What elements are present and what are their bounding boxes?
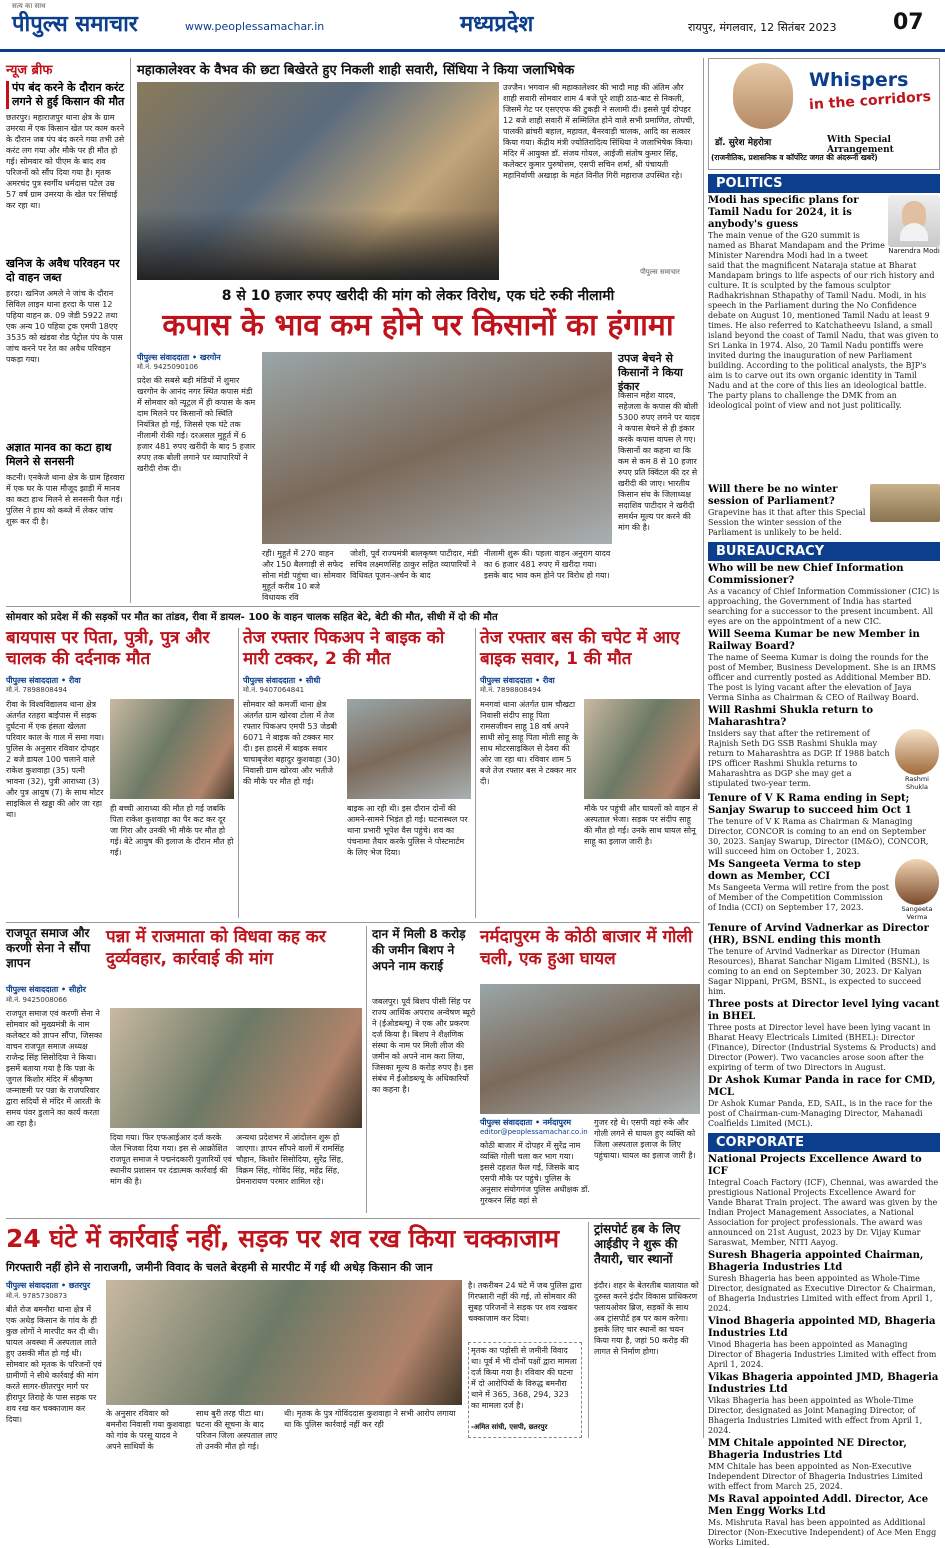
column-divider (366, 926, 367, 1213)
accident-photo (110, 699, 234, 799)
whisper-headline[interactable]: Ms Raval appointed Addl. Director, Ace Men Engg Works Ltd (708, 1494, 929, 1517)
bottom-mobile: मो.नं. 9785730873 (6, 1292, 68, 1300)
brief-headline[interactable]: पंप बंद करने के दौरान करंट लगने से हुई किसान की मौत (6, 81, 126, 109)
accident-photo (584, 699, 700, 799)
accident-body-2: मौके पर पहुंची और घायलों को वाहन से अस्पताल भेजा। सड़क पर संदीप साहू की मौत हो गई। उनके साथ घायल सोनू साहू का इलाज जारी है। (584, 804, 698, 846)
parliament-photo (870, 484, 940, 522)
karni-sena-body: राजपूत समाज एवं करणी सेना ने सोमवार को मुख्यमंत्री के नाम कलेक्टर को ज्ञापन सौंपा, जिसका वाचन राजपूत समाज अध्यक्ष राजेन्द्र सिंह सिसोदिया ने किया। इसमें बताया गया है कि पन्ना के जुगल किशोर मंदिर में श्रीकृष्ण जन्माष्टमी पर पन्ना के राजपरिवार द्वारा सदियों से मंदिर में आरती के समय पंवर डुलाने का कार्य करता आ रहा है। (6, 1009, 103, 1128)
brief-headline[interactable]: खनिज के अवैध परिवहन पर दो वाहन जब्त (6, 257, 120, 284)
whisper-headline[interactable]: Tenure of Arvind Vadnerkar as Director (HR), BSNL ending this month (708, 923, 929, 946)
sangeeta-portrait (895, 859, 939, 905)
cotton-mandi-photo (262, 352, 612, 544)
whisper-headline[interactable]: Will Seema Kumar be new Member in Railway Board? (708, 629, 920, 652)
accident-mobile: मो.नं. 9407064841 (243, 686, 305, 694)
logo-tagline: सत्य का साथ (12, 2, 46, 10)
lead-body-col1: प्रदेश की सबसे बड़ी मंडियों में शुमार खरगोन के आनंद नगर स्थित कपास मंडी में सोमवार को न्यूट्रल में ही कपास के कम दाम मिलने पर किसानों को स्थिति नियंत्रित हो गई, जिससे एक घंटे तक नीलामी रोकी गई। दरअसल मुहूर्त में 6 हजार 481 रुपए खरीदी के बाद 5 हजार रुपए तक बोली लगाने पर व्यापारियों ने खरीदी रोक दी। (137, 376, 256, 473)
accident-story (6, 628, 234, 918)
whisper-body: The tenure of V K Rama as Chairman & Managing Director, CONCOR is coming to an end on September 30, 2023. Sanjay Swarup, Director (IM&O), CONCOR, will succeed him on October 1, 2023. (708, 817, 929, 856)
whisper-body: Vikas Bhageria has been appointed as Whole-Time Director, designated as Joint Managing Director, of Bhageria Industries Limited with effect from April 1, 2024. (708, 1396, 923, 1435)
whisper-headline[interactable]: Who will be new Chief Information Commissioner? (708, 563, 904, 586)
whisper-headline[interactable]: Three posts at Director level lying vacant in BHEL (708, 999, 940, 1022)
whisper-headline[interactable]: Modi has specific plans for Tamil Nadu for 2024, it is anybody's guess (708, 195, 859, 230)
edition-title: मध्यप्रदेश (460, 12, 534, 37)
column-divider (588, 1222, 589, 1438)
brief-body: छतरपुर। महाराजपुर थाना क्षेत्र के ग्राम उमरया में एक किसान खेत पर काम करने के दौरान जब पंप बंद करने गया तभी उसे करंट लग गया और मौके पर ही मौत हो गई। सोमवार को पीएम के बाद शव परिजनों को सौंप दिया गया है। मृतक अमरचंद पुत्र स्वर्गीय धर्मदास पटेल उम्र 57 वर्ष ग्राम उमरया के खेत पर सिंचाई कर रहा था। (6, 113, 125, 210)
whisper-body: Grapevine has it that after this Special Session the winter session of the Parliament is unlikely to be held. (708, 508, 866, 537)
accident-body-2: बाइक आ रही थी। इस दौरान दोनों की आमने-सामने भिड़ंत हो गई। घटनास्थल पर थाना प्रभारी भूपेश वैस पहुंचे। शव का पंचनामा तैयार करके पुलिस ने पोस्टमार्टम के लिए भेज दिया। (347, 804, 468, 857)
column-divider (238, 628, 239, 918)
top-story-headline[interactable]: महाकालेश्वर के वैभव की छटा बिखेरते हुए निकली शाही सवारी, सिंधिया ने किया जलाभिषेक (137, 63, 575, 78)
whisper-body: The tenure of Arvind Vadnerkar as Director (Human Resources), Bharat Sanchar Nigam Limited (BSNL), is coming to an end on September 30, 2023. Dr Kalyan Sagar Nippani, PrGM, BSNL, is expected to succeed him. (708, 947, 930, 996)
author-name: डॉ. सुरेश मेहरोत्रा (715, 138, 772, 148)
accident-body-2: ही बच्ची आराध्या की मौत हो गई जबकि पिता राकेश कुशवाहा का पैर कट कर दूर जा गिरा और उनकी भी मौके पर मौत हो गई। बेटे आयुष की इलाज के दौरान मौत हो गई। (110, 804, 234, 857)
whisper-body: The name of Seema Kumar is doing the rounds for the post of Member, Business Development. She is an IRMS officer and currently posted as Additional Member BD. The post is lying vacant after the elevation of Jaya Verma Sinha as Chairman & CEO of Railway Board. (708, 653, 936, 702)
bottom-byline: पीपुल्स संवाददाता • छतरपुर (6, 1281, 91, 1290)
accident-byline: पीपुल्स संवाददाता • रीवा (6, 676, 81, 685)
lead-side-title[interactable]: उपज बेचने से किसानों ने किया इंकार (618, 352, 683, 393)
lead-body-col4: नीलामी शुरू की। पहला वाहन अनुराग यादव का 6 हजार 481 रुपए में खरीदा गया। इसके बाद भाव कम होने पर विरोध हो गया। (484, 549, 611, 580)
bishop-headline[interactable]: दान में मिली 8 करोड़ की जमीन बिशप ने अपने नाम कराई (372, 927, 466, 973)
lead-byline: पीपुल्स संवाददाता • खरगोन (137, 353, 221, 362)
newspaper-logo[interactable]: पीपुल्स समाचार (12, 12, 138, 37)
accident-story (480, 628, 700, 918)
section-corporate: CORPORATE (708, 1133, 940, 1152)
modi-portrait (888, 195, 940, 247)
whisper-body: Three posts at Director level have been lying vacant in Bharat Heavy Electricals Limited (BHEL): Director (Finance), Director (Industrial Systems & Products) and Director (Power). Two vacancies arose soon after the expiring of term of two Directors in August. (708, 1023, 937, 1072)
whisper-body: Ms. Mishruta Raval has been appointed as Additional Director (Non-Executive Independent) of Ace Men Engg Works Limited. (708, 1518, 937, 1547)
lead-body-col3: जोशी, पूर्व राज्यमंत्री बालकृष्ण पाटीदार, मंडी सचिव लक्ष्मणसिंह ठाकुर सहित व्यापारियों ने विधिवत पूजन-अर्चन के बाद (350, 549, 479, 580)
whisper-headline[interactable]: Vikas Bhageria appointed JMD, Bhageria Industries Ltd (708, 1372, 939, 1395)
site-url[interactable]: www.peoplessamachar.in (185, 20, 325, 33)
news-brief-label: न्यूज ब्रीफ (6, 63, 53, 78)
narmadapuram-body-2: गुजर रहे थे। एसपी वहां रुके और गोली लगने से घायल हुए व्यक्ति को जिला अस्पताल इलाज के लिए पहुंचाया। घायल का इलाज जारी है। (594, 1118, 696, 1160)
sangeeta-caption: Sangeeta Verma (901, 905, 933, 921)
whispers-logo: Whispers (809, 69, 909, 91)
accident-story (243, 628, 471, 918)
whispers-column (708, 174, 940, 1547)
rashmi-caption: Rashmi Shukla (904, 775, 929, 791)
bottom-col2: के अनुसार रविवार को बमनौरा निवासी गया कुशवाहा को गांव के परसू यादव ने अपने साथियों के (106, 1409, 191, 1451)
whisper-body: Vinod Bhageria has been appointed as Managing Director of Bhageria Industries Limited with effect from April 1, 2024. (708, 1340, 937, 1369)
lead-mobile: मो.नं. 9425090106 (137, 363, 199, 371)
panna-body-2: अन्यथा प्रदेशभर में आंदोलन शुरू हो जाएगा। ज्ञापन सौंपने वालों में रामसिंह चौहान, किशोर सिसोदिया, सुरेंद्र सिंह, विक्रम सिंह, गोविंद सिंह, महेंद्र सिंह, प्रेमनारायण परमार शामिल रहे। (236, 1133, 345, 1186)
transport-hub-body: इंदौर। शहर के बेतरतीब यातायात को दुरुस्त करने इंदौर विकास प्राधिकरण फ्लायओवर ब्रिज, सड़कों के साथ अब ट्रांसपोर्ट हब पर काम करेगा। इसके लिए चार स्थानों का चयन किया गया है, जहां 50 करोड़ की लागत से निर्माण होगा। (594, 1281, 699, 1356)
bishop-body: जबलपुर। पूर्व बिशप पीसी सिंह पर राज्य आर्थिक अपराध अन्वेषण ब्यूरो ने (ईओडब्ल्यू) ने एक और प्रकरण दर्ज किया है। बिशप ने शैक्षणिक संस्था के नाम पर मिली लीज की जमीन को अपने नाम करा लिया, जिसका मूल्य 8 करोड़ रुपए है। इस संबंध में ईओडब्ल्यू के अधिकारियों का कहना है। (372, 997, 476, 1094)
whisper-headline[interactable]: Suresh Bhageria appointed Chairman, Bhageria Industries Ltd (708, 1250, 924, 1273)
whisper-headline[interactable]: Dr Ashok Kumar Panda in race for CMD, MCL (708, 1075, 936, 1098)
transport-hub-headline[interactable]: ट्रांसपोर्ट हब के लिए आईडीए ने शुरू की तैयारी, चार स्थानों (594, 1222, 681, 1266)
modi-caption: Narendra Modi (888, 247, 940, 255)
lead-headline[interactable]: कपास के भाव कम होने पर किसानों का हंगामा (162, 308, 674, 343)
whisper-headline[interactable]: Ms Sangeeta Verma to step down as Member, CCI (708, 859, 861, 882)
karni-sena-byline: पीपुल्स संवाददाता • सीहोर (6, 985, 86, 994)
sp-quote: मृतक का पड़ोसी से जमीनी विवाद था। पूर्व में भी दोनों पक्षों द्वारा मामला दर्ज किया गया है। रविवार की घटना में दो आरोपियों के विरुद्ध बमनौरा थाने में 365, 368, 294, 323 का मामला दर्ज है। (471, 1346, 577, 1410)
whisper-body: Insiders say that after the retirement of Rajnish Seth DG SSB Rashmi Shukla may return to Maharashtra as DGP. If 1988 batch IPS officer Rashmi Shukla returns to Maharashtra as DGP she may get a stipulated two-year term. (708, 729, 890, 788)
karni-sena-mobile: मो.नं. 9425008066 (6, 996, 68, 1004)
whisper-headline[interactable]: Vinod Bhageria appointed MD, Bhageria Industries Ltd (708, 1316, 936, 1339)
narmadapuram-body: कोठी बाजार में दोपहर में सुरेंद्र नाम व्यक्ति गोली चला कर भाग गया। इससे दहशत फैल गई, जिसके बाद एसपी मौके पर पहुंचे। पुलिस के अनुसार संयोगगंज पुलिस अधीक्षक डॉ. गुरकरन सिंह वहां से (480, 1141, 590, 1205)
column-divider (130, 58, 131, 603)
accident-byline: पीपुल्स संवाददाता • सीधी (243, 676, 321, 685)
whisper-body: MM Chitale has been appointed as Non-Executive Independent Director of Bhageria Industries Limited with effect from March 25, 2024. (708, 1462, 923, 1491)
bottom-headline[interactable]: 24 घंटे में कार्रवाई नहीं, सड़क पर शव रख किया चक्काजाम (6, 1224, 560, 1253)
section-rule (6, 922, 700, 923)
whispers-header (708, 58, 940, 170)
sp-quote-box (468, 1342, 582, 1438)
whisper-body: Ms Sangeeta Verma will retire from the post of Member of the Competition Commission of India (CCI) on September 17, 2023. (708, 883, 889, 912)
bottom-col4: थी। मृतक के पुत्र गोविंददास कुशवाहा ने सभी आरोप लगाया था कि पुलिस कार्रवाई नहीं कर रही (284, 1409, 456, 1429)
accident-banner: सोमवार को प्रदेश में की सड़कों पर मौत का तांडव, रीवा में डायल- 100 के वाहन चालक सहित बेटे, बेटी की मौत, सीधी में दो की मौत (6, 612, 498, 623)
memorandum-photo (110, 1008, 362, 1128)
accident-headline[interactable]: तेज रफ्तार बस की चपेट में आए बाइक सवार, 1 की मौत (480, 628, 680, 669)
top-story-body: उज्जैन। भगवान श्री महाकालेश्वर की भादौ माह की अंतिम और शाही सवारी सोमवार शाम 4 बजे पूरे शाही ठाठ-बाट से निकली, जिसमें गेट पर एसएएफ की टुकड़ी ने सलामी दी। इससे पूर्व दोपहर 12 बजे शाही सवारी में सम्मिलित होने वाले सभी प्रमाणित, तोपची, पालकी ब्रांचरी बहाल, महावत, बैनरवाड़ी चालक, आदि का सत्कार किया गया। केंद्रीय मंत्री ज्योतिरादित्य सिंधिया ने जलाभिषेक किया। मंदिर में आयुक्त डॉ. संजय गोयल, आईजी संतोष कुमार सिंह, कलेक्टर कुमार पुरुषोत्तम, एसपी सचिन शर्मा, श्री पंचायती महानिर्वाणी अखाड़ा के महंत विनीत गिरी महाराज उपस्थित रहे। (503, 83, 695, 180)
lead-side-body: किसान महेश यादव, सहेजला के कपास की बोली 5300 रुपए लगने पर यादव ने कपास बेचने से ही इंकार करके कपास वापस ले गए। किसानों का कहना था कि कम से कम 8 से 10 हजार रुपए प्रति क्विंटल की दर से खरीदी की जाए। भारतीय किसान संघ के जिलाध्यक्ष सदाशिव पाटीदार ने खरीदी समर्थन मूल्य पर करने की मांग की है। (618, 391, 700, 532)
editor-email[interactable]: editor@peoplessamachar.co.in (480, 1128, 588, 1136)
accident-mobile: मो.नं. 7898808494 (6, 686, 68, 694)
brief-body: हरदा। खनिज अमले ने जांच के दौरान सिविल लाइन थाना हरदा के पास 12 पहिया वाहन क्र. 09 जेडी 5922 तथा एक अन्य 10 पहिया ट्रक एमपी 18एए 3535 को खंडवा रोड पेट्रोल पंप के पास जांच करने पर रेत का अवैध परिवहन पकड़ा गया। (6, 289, 123, 364)
whisper-body: The main venue of the G20 summit is named as Bharat Mandapam and the Prime Minister Narendra Modi had in a tweet said that the magnificent Nataraja statue at Bharat Mandapam brings to life aspects of our rich history and culture. It is sculpted by the famous sculptor Radhakrishnan Sthapathy of Tamil Nadu. Modi, in his speech in the Parliament during the No Confidence debate on August 10, mentioned Tamil Nadu at least 9 times. He also referred to Katchatheevu Island, a small island beyond the coast of Tamil Nadu, that was given to Sri Lanka in 1974. Also, 20 Tamil Nadu pontiffs were invited during the inauguration of new Parliament building. According to the political analysts, the BJP's aim is to carve out its own organic identity in Tamil Nadu and at the core of this lies an ideological battle. The party plans to challenge the DMK from an ideological point of view and not just politically. (708, 231, 939, 410)
procession-photo (137, 82, 499, 280)
whisper-body: Integral Coach Factory (ICF), Chennai, was awarded the prestigious National Projects Excellence Award for Vande Bharat Train project. The award was given by the Indian Project Management Associates, a National Association for project professionals. The award was announced on 21st August, 2023 by Dr. Vijay Kumar Saraswat, Member, NITI Aayog. (708, 1178, 939, 1247)
bottom-kicker: गिरफ्तारी नहीं होने से नाराजगी, जमीनी विवाद के चलते बेरहमी से मारपीट में गई थी अधेड़ किसान की जान (6, 1261, 433, 1274)
accident-body: रीवा के विश्वविद्यालय थाना क्षेत्र अंतर्गत रतहरा बाईपास में सड़क दुर्घटना में एक हंसता खेलता परिवार काल के गाल में समा गया। पुलिस के अनुसार रविवार दोपहर 2 बजे डायल 100 चलाने वाले राकेश कुशवाहा (35) पत्नी भावना (32), पुत्री आराध्या (3) और पुत्र आयुष (7) के साथ मोटर साइकिल से खड्डा की ओर जा रहा था। (6, 700, 105, 819)
rashmi-portrait (895, 729, 939, 775)
whisper-headline[interactable]: National Projects Excellence Award to ICF (708, 1154, 922, 1177)
accident-byline: पीपुल्स संवाददाता • रीवा (480, 676, 555, 685)
whisper-body: As a vacancy of Chief Information Commissioner (CIC) is approaching, the Government of India has started searching for a successor to the present incumbent. All eyes are on the appointment of a new CIC. (708, 587, 940, 626)
brief-headline[interactable]: अज्ञात मानव का कटा हाथ मिलने से सनसनी (6, 441, 112, 468)
firing-photo (480, 984, 700, 1114)
section-rule (6, 606, 700, 607)
panna-headline[interactable]: पन्ना में राजमाता को विधवा कह कर दुर्व्यवहार, कार्रवाई की मांग (106, 927, 326, 969)
accident-headline[interactable]: तेज रफ्तार पिकअप ने बाइक को मारी टक्कर, 2 की मौत (243, 628, 445, 669)
bottom-col5: है। तकरीबन 24 घंटे में जब पुलिस द्वारा गिरफ्तारी नहीं की गई, तो सोमवार की सुबह परिजनों ने सड़क पर शव रखकर चक्काजाम कर दिया। (468, 1281, 582, 1323)
narmadapuram-byline: पीपुल्स संवाददाता • नर्मदापुरम (480, 1118, 572, 1127)
section-politics: POLITICS (708, 174, 940, 193)
whisper-headline[interactable]: MM Chitale appointed NE Director, Bhageria Industries Ltd (708, 1438, 907, 1461)
section-bureaucracy: BUREAUCRACY (708, 542, 940, 561)
panna-body: दिया गया। फिर एफआईआर दर्ज करके जेल भिजवा दिया गया। इस से आक्रोशित राजपूत समाज ने पद्मनंदकारी पुजारियों एवं स्थानीय प्रशासन पर दंडात्मक कार्रवाई की मांग की है। (110, 1133, 232, 1186)
dateline: रायपुर, मंगलवार, 12 सितंबर 2023 (688, 21, 837, 34)
bottom-body: बीते रोज बमनौरा थाना क्षेत्र में एक अधेड़ किसान के गांव के ही कुछ लोगों ने मारपीट कर दी थी। घायल अवस्था में अस्पताल लाते हुए उसकी मौत हो गई थी। सोमवार को मृतक के परिजनों एवं ग्रामीणों ने सीधे कार्रवाई की मांग करते सागर-छीतरपुर मार्ग पर हीरापुर तिराहे के पास सड़क पर शव रख कर चक्काजाम कर दिया। (6, 1305, 102, 1424)
whisper-body: Suresh Bhageria has been appointed as Whole-Time Director, designated as Executive Director & Chairman, of Bhageria Industries Limited with effect from April 1, 2024. (708, 1274, 936, 1313)
masthead (0, 0, 945, 52)
whisper-headline[interactable]: Will there be no winter session of Parliament? (708, 484, 838, 507)
author-avatar (733, 63, 793, 129)
accident-mobile: मो.नं. 7898808494 (480, 686, 542, 694)
whispers-tagline: (राजनीतिक, प्रशासनिक व कॉर्पोरेट जगत की अंदरूनी खबरें) (711, 153, 878, 162)
whisper-headline[interactable]: Tenure of V K Rama ending in Sept; Sanjay Swarup to succeed him Oct 1 (708, 793, 912, 816)
karni-sena-headline[interactable]: राजपूत समाज और करणी सेना ने सौंपा ज्ञापन (6, 926, 91, 970)
brief-body: कटनी। एनकेजे थाना क्षेत्र के ग्राम हिरवारा में एक घर के पास मौजूद झाड़ी में मानव का कटा हाथ मिलने से सनसनी फैल गई। पुलिस ने हाथ को कब्जे में लेकर जांच शुरू कर दी है। (6, 473, 125, 526)
whisper-body: Dr Ashok Kumar Panda, ED, SAIL, is in the race for the post of Chairman-cum-Managing Director, Mahanadi Coalfields Limited (MCL). (708, 1099, 933, 1128)
accident-body: सोमवार को कमर्जी थाना क्षेत्र अंतर्गत ग्राम खोरवा टोला में तेज रफ्तार पिकअप एमपी 53 जेडबी 6071 ने बाइक को टक्कर मार दी। इस हादसे में बाइक सवार चाचाबृजेश बहादुर कुशवाहा (30) निवासी ग्राम खोरवा और भतीजे की मौके पर मौत हो गई। (243, 700, 341, 786)
column-divider (703, 58, 704, 1438)
lead-body-col2: रही। मुहूर्त में 270 वाहन और 150 बैलगाड़ी से सफेद सोना मंडी पहुंचा था। सोमवार मुहूर्त करीब 10 बजे विधायक रवि (262, 549, 346, 602)
accident-headline[interactable]: बायपास पर पिता, पुत्री, पुत्र और चालक की दर्दनाक मौत (6, 628, 210, 669)
chakkajam-photo (106, 1280, 462, 1405)
section-rule (6, 1218, 700, 1219)
page-number: 07 (893, 10, 924, 35)
bottom-col3: साथ बुरी तरह पीटा था। घटना की सूचना के बाद परिजन जिला अस्पताल लाए तो उनकी मौत हो गई। (196, 1409, 278, 1451)
whisper-headline[interactable]: Will Rashmi Shukla return to Maharashtra? (708, 705, 873, 728)
column-divider (475, 628, 476, 918)
narmadapuram-headline[interactable]: नर्मदापुरम के कोठी बाजार में गोली चली, एक हुआ घायल (480, 927, 693, 969)
special-arrangement: With Special Arrangement (827, 135, 894, 155)
news-brief (6, 60, 126, 605)
photo-credit: पीपुल्स समाचार (640, 268, 680, 276)
accident-body: मनगवां थाना अंतर्गत ग्राम चौखटा निवासी संदीप साहू पिता रामसजीवन साहू 18 वर्ष अपने साथी सोनू साहू पिता मोती साहू के साथ मोटरसाइकिल से देवरा की ओर जा रहा था। रविवार शाम 5 बजे तेज रफ्तार बस ने टक्कर मार दी। (480, 700, 579, 786)
sp-quote-by: -अमित सांघी, एसपी, छतरपुर (471, 1423, 548, 1431)
accident-photo (347, 699, 471, 799)
whispers-logo-sub: in the corridors (808, 88, 932, 114)
lead-kicker: 8 से 10 हजार रुपए खरीदी की मांग को लेकर विरोध, एक घंटे रुकी नीलामी (221, 288, 615, 304)
